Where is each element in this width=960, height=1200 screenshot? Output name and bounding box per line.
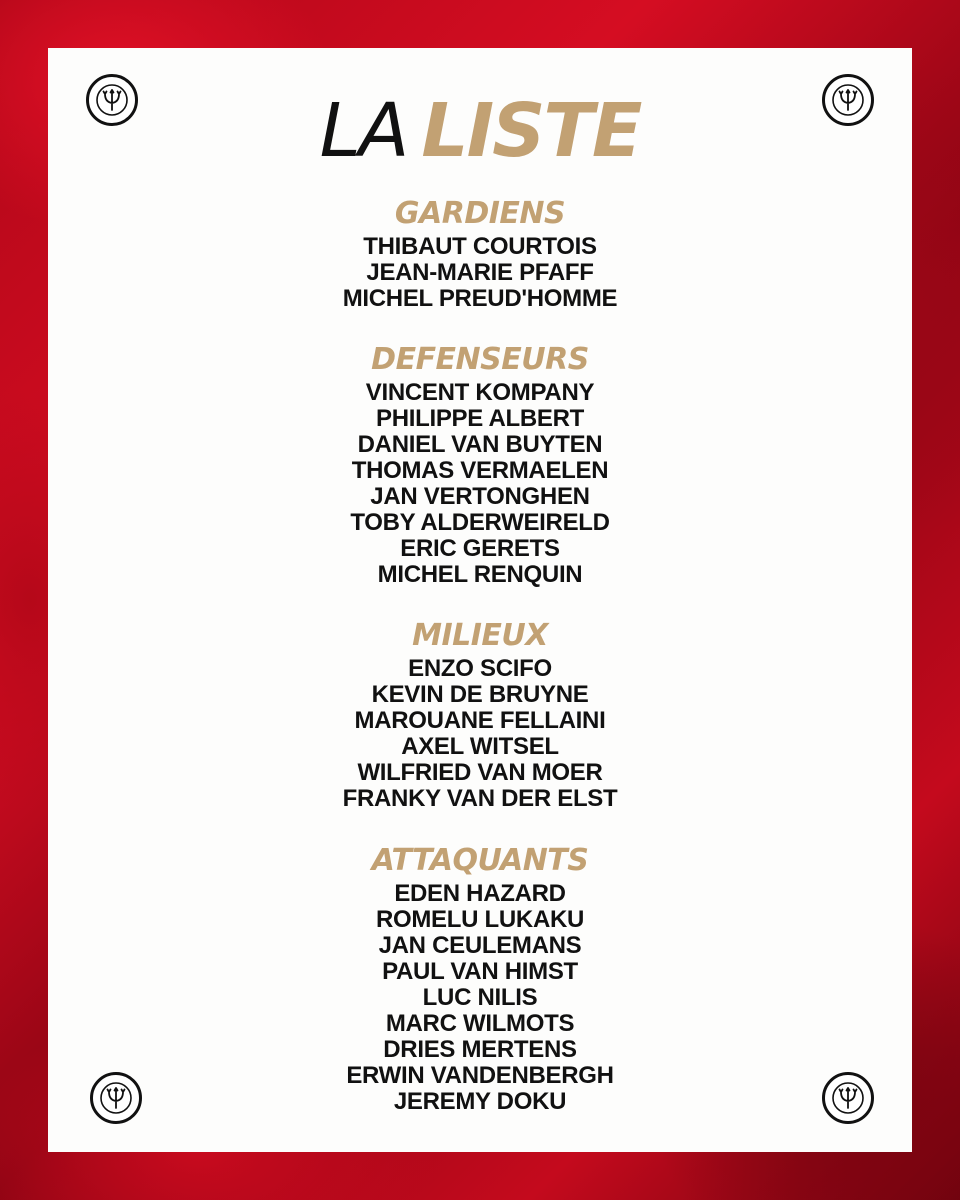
player-name: DRIES MERTENS <box>383 1036 577 1063</box>
player-name: WILFRIED VAN MOER <box>357 759 603 786</box>
title-liste: LISTE <box>421 88 641 174</box>
section-heading: GARDIENS <box>394 196 566 231</box>
player-name: AXEL WITSEL <box>401 733 559 760</box>
section-milieux <box>48 618 912 812</box>
player-name: ROMELU LUKAKU <box>375 906 585 933</box>
player-name: VINCENT KOMPANY <box>365 379 595 406</box>
player-list <box>48 380 912 588</box>
page-title <box>48 86 912 176</box>
section-defenseurs <box>48 342 912 588</box>
player-name: ERWIN VANDENBERGH <box>346 1062 614 1089</box>
section-attaquants <box>48 843 912 1115</box>
player-list <box>48 234 912 312</box>
section-heading: ATTAQUANTS <box>371 843 589 878</box>
player-name: JAN VERTONGHEN <box>370 483 590 510</box>
player-name: EDEN HAZARD <box>394 880 566 907</box>
player-name: DANIEL VAN BUYTEN <box>357 431 603 458</box>
player-name: LUC NILIS <box>422 984 538 1011</box>
player-name: JEREMY DOKU <box>393 1088 567 1115</box>
player-name: MICHEL RENQUIN <box>377 561 583 588</box>
title-la: LA <box>319 88 408 174</box>
player-name: ENZO SCIFO <box>408 655 552 682</box>
player-name: THIBAUT COURTOIS <box>363 233 597 260</box>
player-list <box>48 881 912 1115</box>
section-heading: MILIEUX <box>412 618 548 653</box>
player-list <box>48 656 912 812</box>
player-name: TOBY ALDERWEIRELD <box>350 509 610 536</box>
player-name: PHILIPPE ALBERT <box>376 405 584 432</box>
player-name: JAN CEULEMANS <box>378 932 582 959</box>
player-name: FRANKY VAN DER ELST <box>342 785 618 812</box>
poster-card <box>48 48 912 1152</box>
section-gardiens <box>48 196 912 312</box>
player-name: MAROUANE FELLAINI <box>354 707 606 734</box>
player-name: MICHEL PREUD'HOMME <box>342 285 618 312</box>
player-name: ERIC GERETS <box>400 535 560 562</box>
player-name: MARC WILMOTS <box>385 1010 575 1037</box>
player-name: KEVIN DE BRUYNE <box>371 681 589 708</box>
player-name: JEAN-MARIE PFAFF <box>366 259 594 286</box>
player-name: PAUL VAN HIMST <box>382 958 578 985</box>
section-heading: DEFENSEURS <box>371 342 589 377</box>
player-name: THOMAS VERMAELEN <box>351 457 609 484</box>
